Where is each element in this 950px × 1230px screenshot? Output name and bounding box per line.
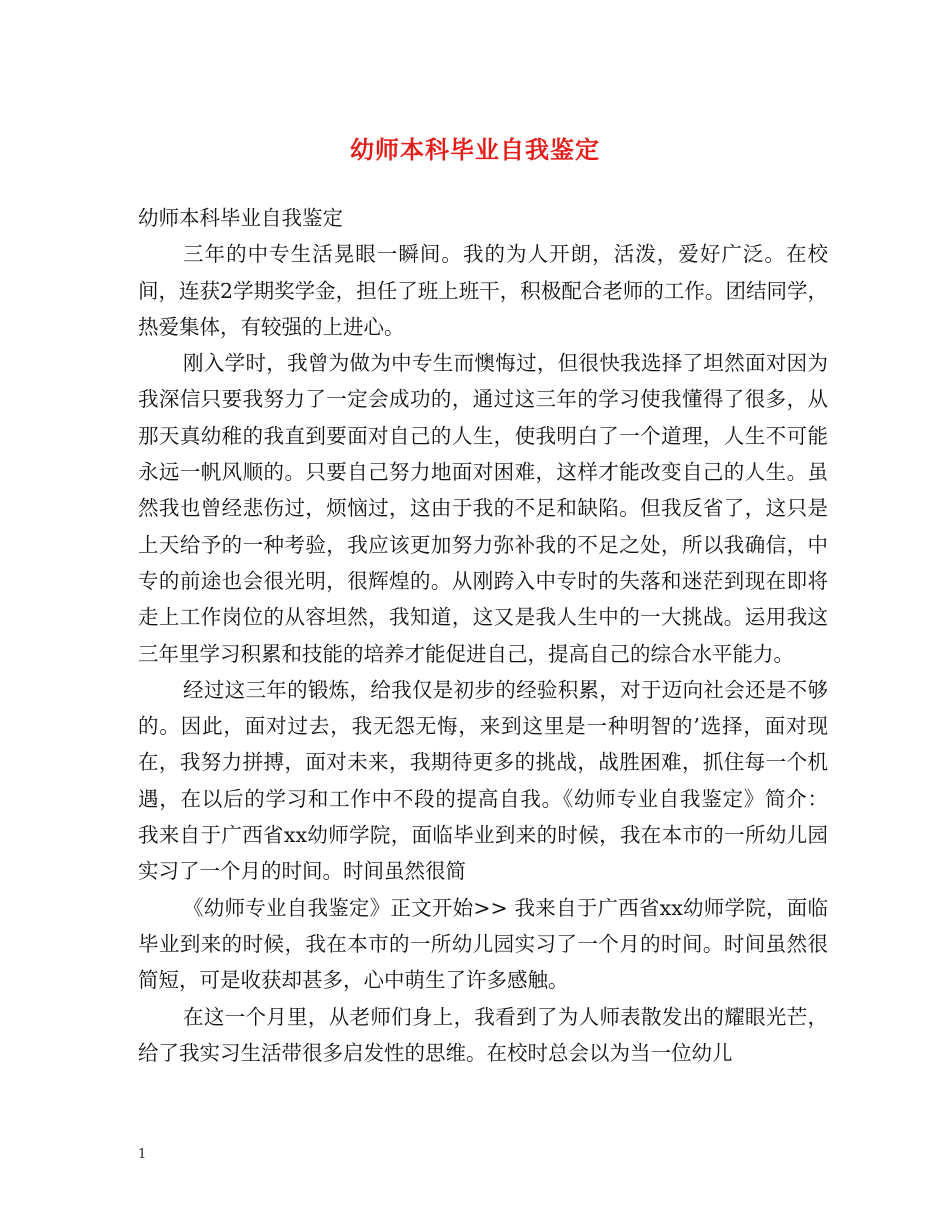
- body-heading: 幼师本科毕业自我鉴定: [138, 206, 343, 230]
- paragraph-1: 三年的中专生活晃眼一瞬间。我的为人开朗，活泼，爱好广泛。在校间，连获2学期奖学金，担任了班上班干，积极配合老师的工作。团结同学，热爱集体，有较强的上进心。: [138, 242, 828, 339]
- document-title: 幼师本科毕业自我鉴定: [350, 135, 600, 164]
- paragraph-5: 在这一个月里，从老师们身上，我看到了为人师表散发出的耀眼光芒，给了我实习生活带很多启发性的思维。在校时总会以为当一位幼儿: [138, 1004, 828, 1065]
- page-number: 1: [138, 1147, 147, 1162]
- paragraph-4: 《幼师专业自我鉴定》正文开始>> 我来自于广西省xx幼师学院，面临毕业到来的时候，我在本市的一所幼儿园实习了一个月的时间。时间虽然很简短，可是收获却甚多，心中萌生了许多感触。: [138, 895, 828, 993]
- document-body: [138, 200, 828, 1071]
- paragraph-2: 刚入学时，我曾为做为中专生而懊悔过，但很快我选择了坦然面对因为我深信只要我努力了一定会成功的，通过这三年的学习使我懂得了很多，从那天真幼稚的我直到要面对自己的人生，使我明白了一个道理，人生不可能永远一帆风顺的。只要自己努力地面对困难，这样才能改变自己的人生。虽然我也曾经悲伤过，烦恼过，这由于我的不足和缺陷。但我反省了，这只是上天给予的一种考验，我应该更加努力弥补我的不足之处，所以我确信，中专的前途也会很光明，很辉煌的。从刚跨入中专时的失落和迷茫到现在即将走上工作岗位的从容坦然，我知道，这又是我人生中的一大挑战。运用我这三年里学习积累和技能的培养才能促进自己，提高自己的综合水平能力。: [138, 351, 828, 666]
- paragraph-3: 经过这三年的锻炼，给我仅是初步的经验积累，对于迈向社会还是不够的。因此，面对过去，我无怨无悔，来到这里是一种明智的’选择，面对现在，我努力拼搏，面对未来，我期待更多的挑战，战胜困难，抓住每一个机遇，在以后的学习和工作中不段的提高自我。《幼师专业自我鉴定》简介： 我来自于广西省xx幼师学院，面临毕业到来的时候，我在本市的一所幼儿园实习了一个月的时间。时间虽然很简: [138, 677, 828, 884]
